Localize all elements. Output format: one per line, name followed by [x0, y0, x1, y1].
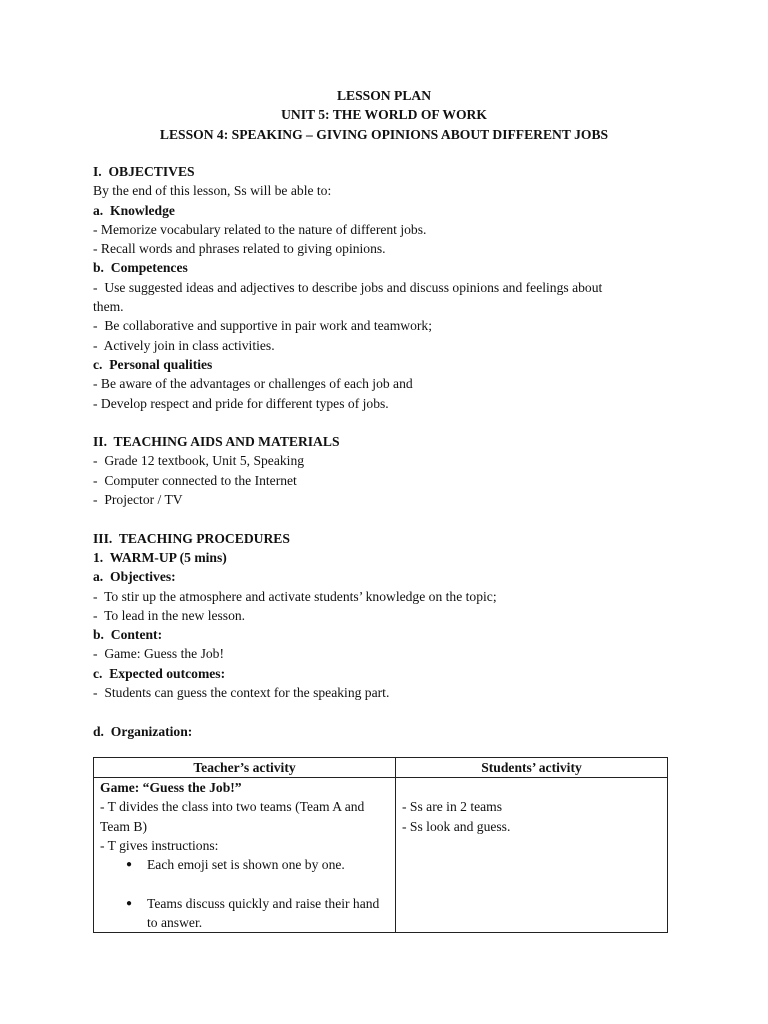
knowledge-item: - Recall words and phrases related to giving opinions.	[93, 241, 386, 257]
organization-table	[93, 757, 668, 933]
competences-item: them.	[93, 299, 124, 315]
objectives-intro: By the end of this lesson, Ss will be able to:	[93, 183, 332, 199]
knowledge-item: - Memorize vocabulary related to the nature of different jobs.	[93, 221, 427, 237]
students-activity-cell	[396, 778, 668, 933]
qualities-item: - Develop respect and pride for different types of jobs.	[93, 395, 389, 411]
competences-item: - Actively join in class activities.	[93, 337, 275, 353]
aids-item: - Projector / TV	[93, 492, 183, 508]
teacher-bullet: ● Each emoji set is shown one by one.	[100, 855, 389, 874]
doc-title: LESSON PLAN	[336, 88, 432, 103]
aids-item: - Computer connected to the Internet	[93, 472, 297, 488]
game-title: Game: “Guess the Job!”	[100, 780, 242, 795]
spacer	[93, 509, 678, 528]
warmup-objectives-heading: a. Objectives:	[93, 569, 176, 585]
spacer	[402, 778, 661, 797]
document-header	[0, 86, 768, 144]
teacher-activity-header: Teacher’s activity	[94, 758, 396, 778]
organization-heading: d. Organization:	[93, 723, 193, 739]
spacer	[93, 413, 678, 432]
table-row	[94, 778, 668, 933]
warmup-objective-item: - To lead in the new lesson.	[93, 607, 246, 623]
teacher-line: - T divides the class into two teams (Team A and Team B)	[100, 799, 365, 834]
unit-title: UNIT 5: THE WORLD OF WORK	[281, 107, 487, 123]
warmup-objective-item: - To stir up the atmosphere and activate students’ knowledge on the topic;	[93, 588, 497, 604]
qualities-heading: c. Personal qualities	[93, 356, 213, 372]
content-heading: b. Content:	[93, 627, 163, 643]
aids-item: - Grade 12 textbook, Unit 5, Speaking	[93, 453, 305, 469]
teacher-activity-cell	[94, 778, 396, 933]
student-line: - Ss look and guess.	[402, 818, 511, 834]
warmup-heading: 1. WARM-UP (5 mins)	[93, 549, 227, 565]
content-item: - Game: Guess the Job!	[93, 646, 224, 662]
table-header-row	[94, 758, 668, 778]
teacher-line: - T gives instructions:	[100, 837, 219, 853]
document-body	[93, 162, 678, 741]
student-line: - Ss are in 2 teams	[402, 799, 503, 815]
knowledge-heading: a. Knowledge	[93, 202, 175, 218]
competences-item: - Be collaborative and supportive in pair work and teamwork;	[93, 318, 432, 334]
outcomes-item: - Students can guess the context for the speaking part.	[93, 685, 390, 701]
objectives-heading: I. OBJECTIVES	[93, 164, 195, 179]
lesson-title: LESSON 4: SPEAKING – GIVING OPINIONS ABOUT DIFFERENT JOBS	[159, 126, 609, 142]
students-activity-header: Students’ activity	[396, 758, 668, 778]
competences-item: - Use suggested ideas and adjectives to describe jobs and discuss opinions and feelings about	[93, 279, 603, 295]
spacer	[93, 702, 678, 721]
outcomes-heading: c. Expected outcomes:	[93, 665, 226, 681]
aids-heading: II. TEACHING AIDS AND MATERIALS	[93, 434, 340, 450]
procedures-heading: III. TEACHING PROCEDURES	[93, 530, 290, 546]
spacer	[100, 874, 389, 893]
competences-heading: b. Competences	[93, 260, 188, 276]
teacher-bullet: ● Teams discuss quickly and raise their hand to answer.	[100, 894, 389, 933]
qualities-item: - Be aware of the advantages or challenges of each job and	[93, 376, 413, 392]
